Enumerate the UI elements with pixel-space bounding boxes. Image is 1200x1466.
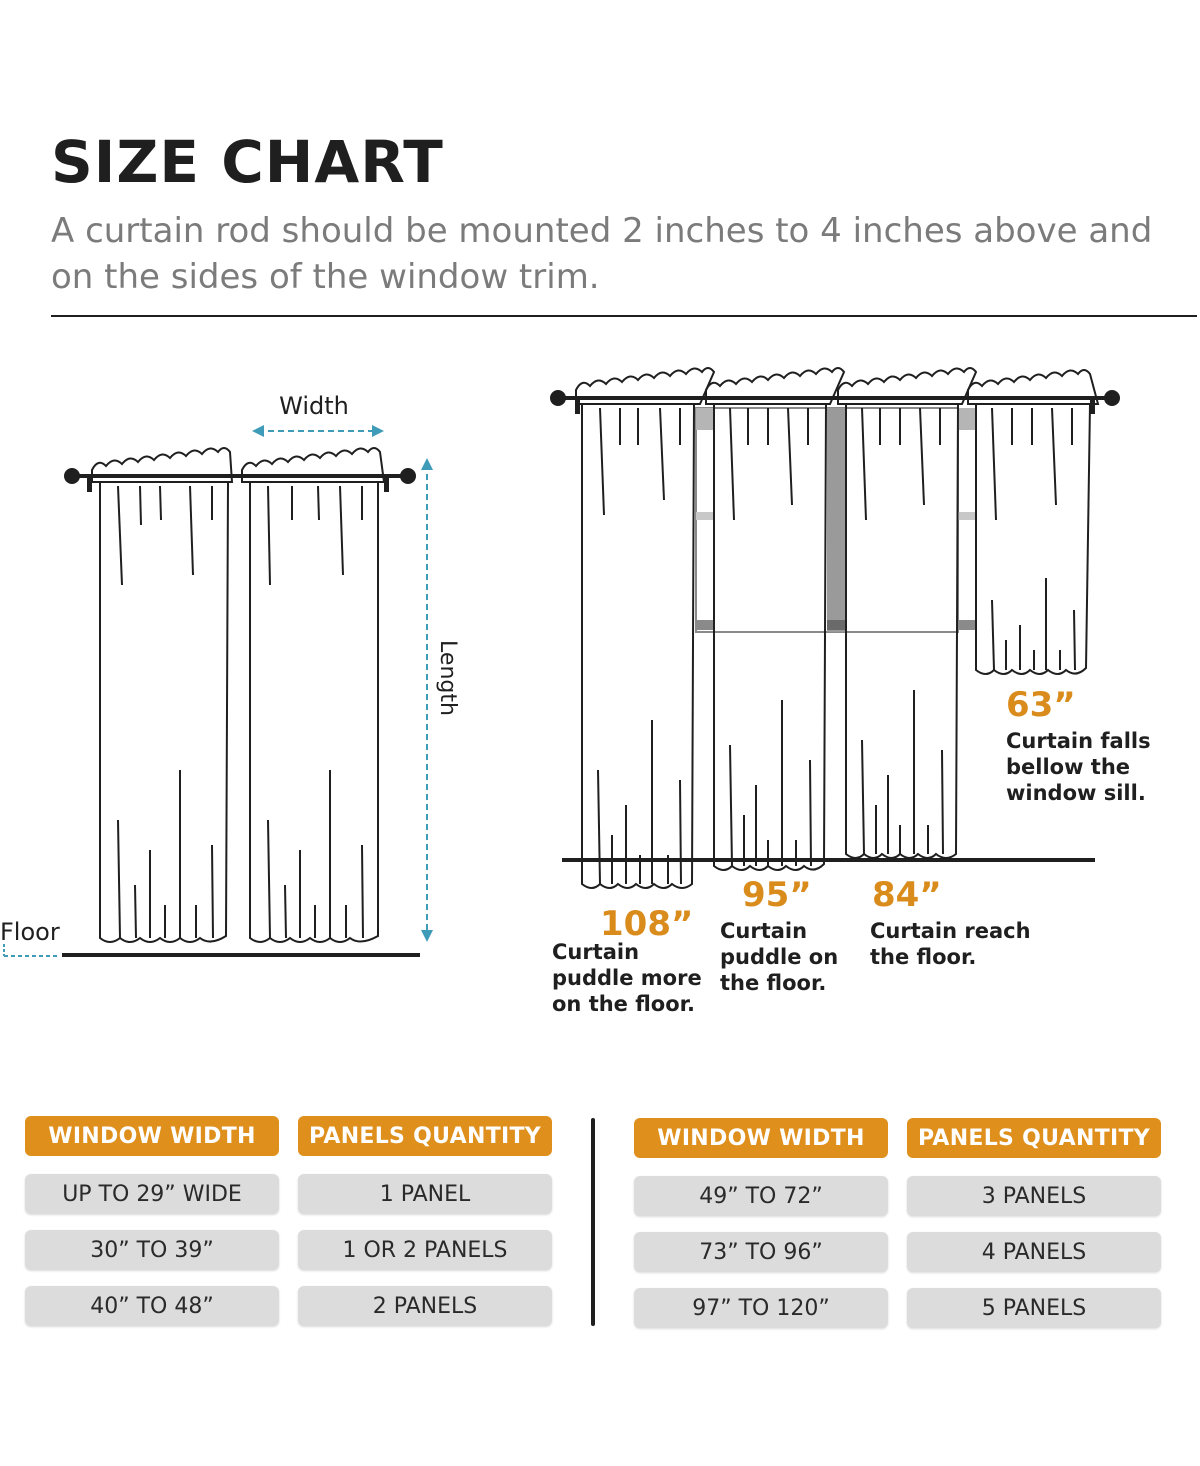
window-mullion (827, 408, 845, 632)
option-desc-line: bellow the (1006, 755, 1131, 779)
table-cell-width: 49” TO 72” (634, 1176, 888, 1216)
option-84 (870, 875, 1031, 969)
table-header-window-width: WINDOW WIDTH (25, 1116, 279, 1156)
rod-finial-left (64, 468, 80, 484)
left-curtain-diagram (0, 392, 460, 956)
option-desc-line: Curtain (720, 919, 808, 943)
table-divider (591, 1118, 595, 1326)
option-desc-line: the floor. (870, 945, 977, 969)
option-length: 108” (600, 904, 694, 944)
header-divider (51, 315, 1197, 317)
curtain-panel-63 (968, 370, 1098, 674)
option-108 (552, 904, 702, 1016)
window-top-bar-left (696, 408, 714, 430)
option-desc-line: window sill. (1006, 781, 1146, 805)
option-95 (720, 875, 838, 995)
length-label: Length (435, 640, 460, 716)
option-desc-line: Curtain reach (870, 919, 1031, 943)
table-cell-width: 97” TO 120” (634, 1288, 888, 1328)
option-desc-line: the floor. (720, 971, 827, 995)
option-63 (1006, 685, 1151, 805)
option-length: 84” (872, 875, 942, 915)
page-subtitle: A curtain rod should be mounted 2 inches to 4 inches above and on the sides of the window trim. (51, 211, 1153, 297)
page-title: SIZE CHART (51, 128, 444, 196)
table-cell-width: UP TO 29” WIDE (25, 1174, 279, 1214)
curtain-diagram (0, 340, 1200, 1040)
option-desc-line: puddle more (552, 966, 702, 990)
window-mid-bar-left (696, 512, 714, 520)
window-sill-left (696, 620, 714, 630)
rod-finial-right (400, 468, 416, 484)
table-cell-panels: 1 PANEL (298, 1174, 552, 1214)
curtain-panel-right (242, 448, 384, 942)
right-curtain-diagram (550, 368, 1151, 1016)
table-header-window-width: WINDOW WIDTH (634, 1118, 888, 1158)
table-cell-panels: 4 PANELS (907, 1232, 1161, 1272)
window-mid-bar-right (958, 512, 976, 520)
window-top-bar-right (958, 408, 976, 430)
table-cell-width: 73” TO 96” (634, 1232, 888, 1272)
table-header-panels-quantity: PANELS QUANTITY (907, 1118, 1161, 1158)
rod-finial-left-right (550, 390, 566, 406)
table-cell-panels: 1 OR 2 PANELS (298, 1230, 552, 1270)
window-sill-center (827, 620, 845, 630)
curtain-panel-108 (576, 368, 714, 888)
table-cell-panels: 3 PANELS (907, 1176, 1161, 1216)
option-length: 63” (1006, 685, 1076, 725)
table-header-panels-quantity: PANELS QUANTITY (298, 1116, 552, 1156)
table-cell-width: 30” TO 39” (25, 1230, 279, 1270)
table-cell-panels: 5 PANELS (907, 1288, 1161, 1328)
window-sill-right (958, 620, 976, 630)
curtain-panel-left (92, 448, 232, 942)
option-desc-line: puddle on (720, 945, 839, 969)
rod-finial-right-right (1104, 390, 1120, 406)
option-desc-line: on the floor. (552, 992, 695, 1016)
option-length: 95” (742, 875, 812, 915)
table-cell-panels: 2 PANELS (298, 1286, 552, 1326)
option-desc-line: Curtain falls (1006, 729, 1151, 753)
option-desc-line: Curtain (552, 940, 640, 964)
width-label: Width (279, 392, 349, 420)
floor-label: Floor (0, 918, 60, 946)
curtain-panel-84 (838, 368, 976, 858)
curtain-panel-95 (706, 368, 844, 870)
table-cell-width: 40” TO 48” (25, 1286, 279, 1326)
